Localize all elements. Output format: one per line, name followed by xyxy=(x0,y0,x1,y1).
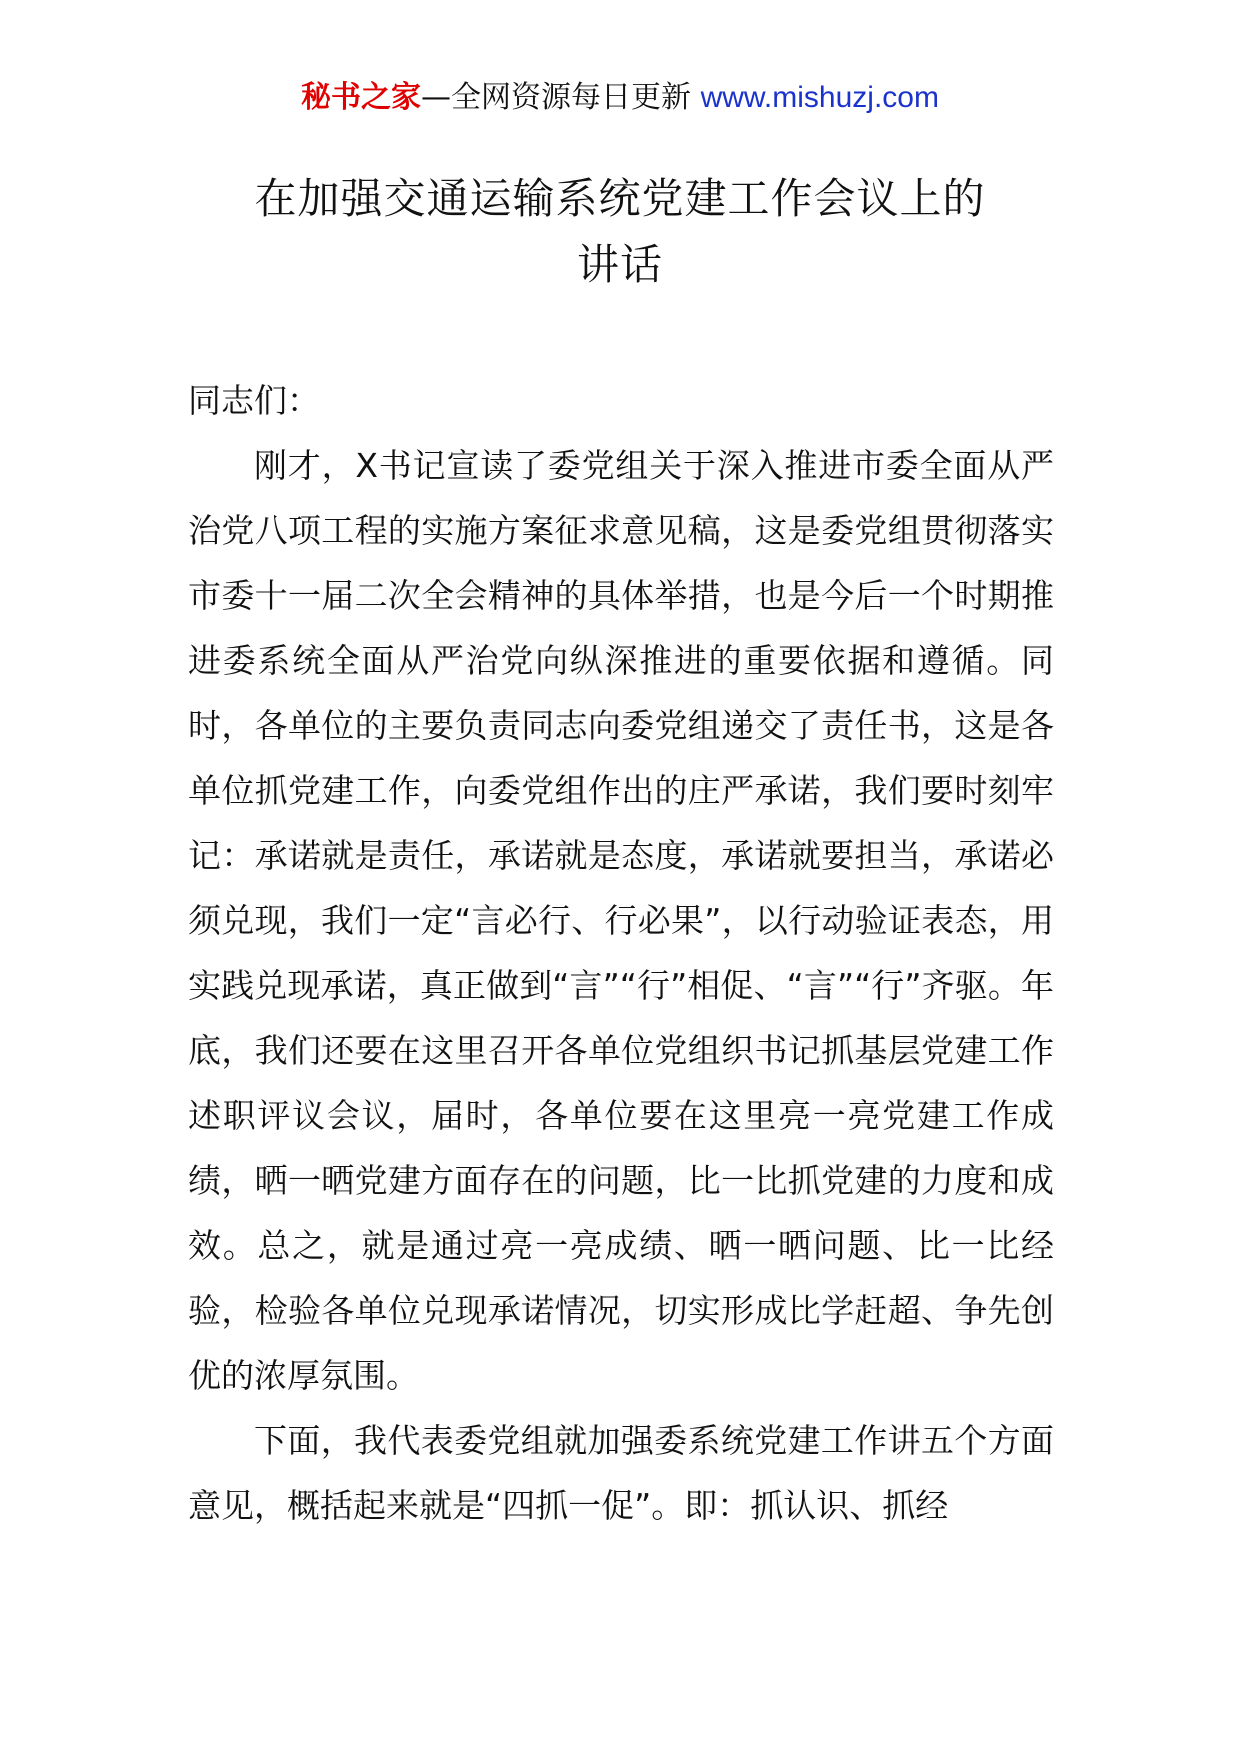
document-title xyxy=(0,166,1240,298)
document-body xyxy=(188,368,1054,1538)
paragraph-1: 刚才，X书记宣读了委党组关于深入推进市委全面从严治党八项工程的实施方案征求意见稿，这是委党组贯彻落实市委十一届二次全会精神的具体举措，也是今后一个时期推进委系统全面从严治党向纵深推进的重要依据和遵循。同时，各单位的主要负责同志向委党组递交了责任书，这是各单位抓党建工作，向委党组作出的庄严承诺，我们要时刻牢记：承诺就是责任，承诺就是态度，承诺就要担当，承诺必须兑现，我们一定“言必行、行必果”，以行动验证表态，用实践兑现承诺，真正做到“言”“行”相促、“言”“行”齐驱。年底，我们还要在这里召开各单位党组织书记抓基层党建工作述职评议会议，届时，各单位要在这里亮一亮党建工作成绩，晒一晒党建方面存在的问题，比一比抓党建的力度和成效。总之，就是通过亮一亮成绩、晒一晒问题、比一比经验，检验各单位兑现承诺情况，切实形成比学赶超、争先创优的浓厚氛围。 xyxy=(188,446,1054,1395)
header-tagline: —全网资源每日更新 xyxy=(421,80,701,115)
paragraph-2: 下面，我代表委党组就加强委系统党建工作讲五个方面意见，概括起来就是“四抓一促”。即：抓认识、抓经 xyxy=(188,1421,1054,1525)
site-header xyxy=(0,78,1240,118)
site-url-link[interactable]: www.mishuzj.com xyxy=(700,81,939,114)
title-line-1: 在加强交通运输系统党建工作会议上的 xyxy=(254,174,986,223)
title-line-2: 讲话 xyxy=(576,240,663,289)
salutation: 同志们： xyxy=(188,381,320,420)
brand-name: 秘书之家 xyxy=(301,80,422,115)
